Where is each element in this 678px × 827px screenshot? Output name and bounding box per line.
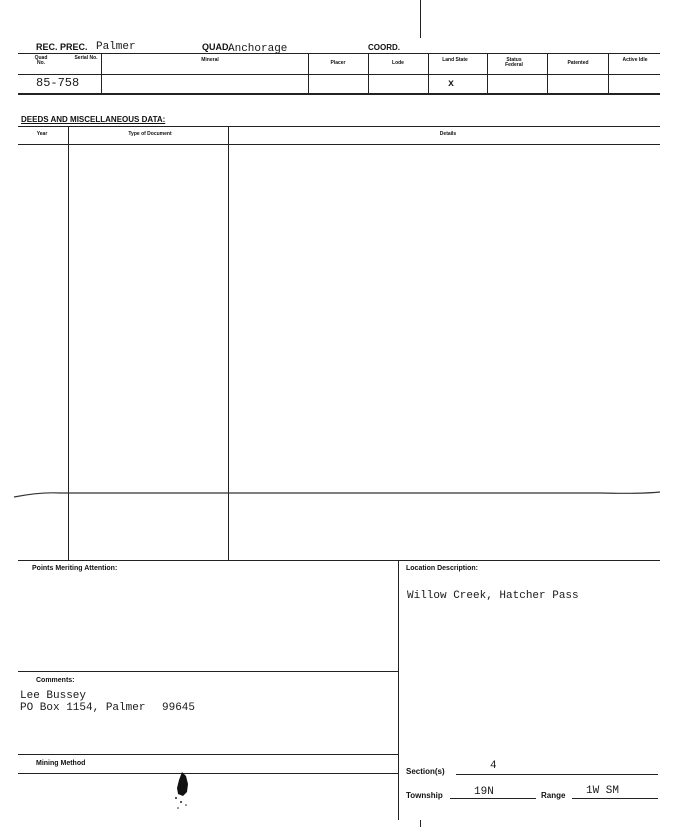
township-value: 19N [474,786,494,798]
deeds-col-details: Details [439,131,457,137]
header-bottom-rule [18,93,660,95]
comments-line1: Lee Bussey [20,690,87,702]
rec-prec-value: Palmer [96,41,136,53]
col-divider [487,53,488,94]
col-lode: Lode [392,60,404,66]
comments-label: Comments: [36,677,75,684]
col-divider [608,53,609,94]
col-divider [101,53,102,94]
col-active-idle: Active Idle [622,57,648,63]
top-fold-line [420,0,421,38]
section-value: 4 [490,760,497,772]
mining-bottom-rule [18,773,398,774]
lower-middle-divider [398,560,399,820]
comments-top-rule [18,671,398,672]
location-label: Location Description: [406,565,478,572]
col-divider [428,53,429,94]
range-underline [572,798,658,799]
township-underline [450,798,536,799]
section-label: Section(s) [406,767,445,776]
deeds-title: DEEDS AND MISCELLANEOUS DATA: [21,115,166,124]
col-land-state: Land State [442,57,468,63]
ink-blot-mark [170,770,198,812]
header-top-rule [18,53,660,54]
land-state-mark: x [448,79,455,90]
deeds-top-rule [18,126,660,127]
col-patented: Patented [567,60,589,66]
comments-address: PO Box 1154, Palmer [20,702,146,714]
col-divider [368,53,369,94]
location-value: Willow Creek, Hatcher Pass [407,590,579,602]
col-mineral: Mineral [201,57,219,63]
mining-method-label: Mining Method [36,760,86,767]
township-label: Township [406,791,443,800]
col-quad-no: Quad No. [34,55,48,66]
quad-value: Anchorage [228,43,288,55]
quad-serial-value: 85-758 [36,76,80,90]
fold-crease [0,484,678,506]
range-value: 1W SM [586,785,620,797]
comments-zip: 99645 [162,702,196,714]
mining-top-rule [18,754,398,755]
col-serial-no: Serial No. [74,55,98,61]
header-mid-rule [18,74,660,75]
bottom-fold-line [420,820,421,827]
range-label: Range [541,791,566,800]
section-underline [456,774,658,775]
quad-label: QUAD. [202,42,231,52]
rec-prec-label: REC. PREC. [36,42,88,52]
points-label: Points Meriting Attention: [32,565,118,572]
col-divider [547,53,548,94]
col-divider [308,53,309,94]
col-placer: Placer [330,60,346,66]
lower-top-rule [18,560,660,561]
coord-label: COORD. [368,43,400,52]
deeds-col-year: Year [36,131,48,137]
col-status-federal: Status Federal [505,57,523,68]
deeds-col-type: Type of Document [128,131,172,137]
deeds-header-rule [18,144,660,145]
